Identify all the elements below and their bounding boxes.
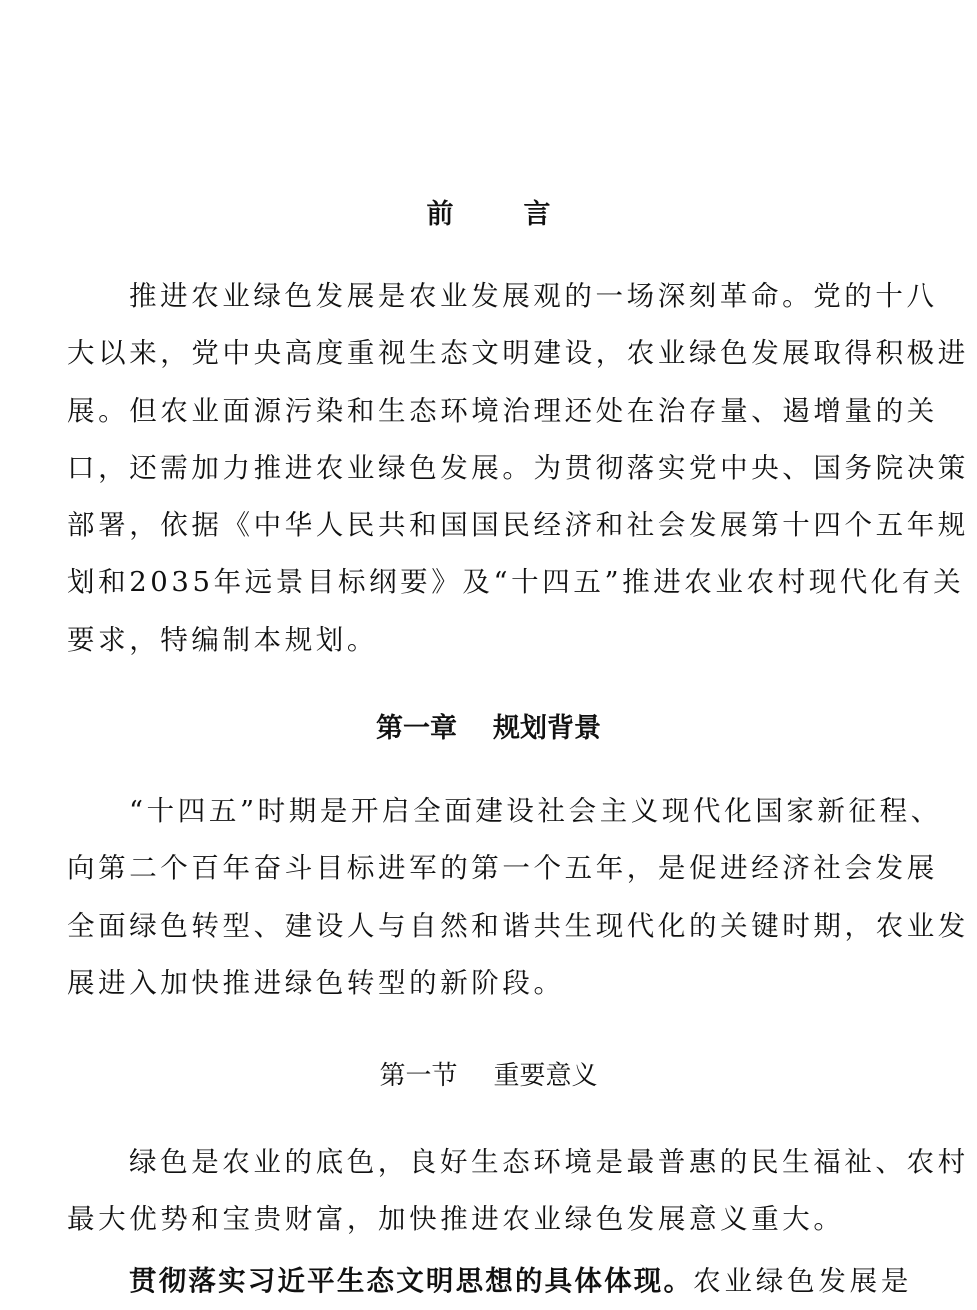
chapter-line-1: “十四五”时期是开启全面建设社会主义现代化国家新征程、 — [129, 795, 942, 827]
preface-line-7: 要求，特编制本规划。 — [67, 623, 378, 656]
preface-line-6: 划和2035年远景目标纲要》及“十四五”推进农业农村现代化有关 — [67, 566, 965, 599]
chapter-line-3: 全面绿色转型、建设人与自然和谐共生现代化的关键时期，农业发 — [67, 909, 969, 942]
section-title: 重要意义 — [493, 1061, 598, 1091]
preface-line-1: 推进农业绿色发展是农业发展观的一场深刻革命。党的十八 — [129, 280, 938, 312]
section-line-1: 绿色是农业的底色，良好生态环境是最普惠的民生福祉、农村 — [129, 1146, 969, 1178]
chapter-line-2: 向第二个百年奋斗目标进军的第一个五年，是促进经济社会发展 — [67, 852, 938, 885]
chapter-heading — [0, 709, 977, 749]
preface-line-5: 部署，依据《中华人民共和国国民经济和社会发展第十四个五年规 — [67, 509, 969, 542]
section-paragraph — [67, 1134, 969, 1249]
preface-line-3: 展。但农业面源污染和生态环境治理还处在治存量、遏增量的关 — [67, 394, 938, 427]
preface-line-4: 口，还需加力推进农业绿色发展。为贯彻落实党中央、国务院决策 — [67, 451, 969, 484]
section-line-2: 最大优势和宝贵财富，加快推进农业绿色发展意义重大。 — [67, 1203, 845, 1236]
chapter-number: 第一章 — [376, 713, 457, 744]
section-heading — [0, 1056, 977, 1096]
preface-title-char-1: 前 — [426, 199, 454, 230]
preface-line-2: 大以来，党中央高度重视生态文明建设，农业绿色发展取得积极进 — [67, 337, 969, 370]
final-paragraph — [67, 1253, 912, 1310]
final-line-1 — [67, 1253, 912, 1310]
preface-title — [0, 195, 977, 235]
preface-title-char-2: 言 — [523, 199, 551, 230]
chapter-title: 规划背景 — [493, 713, 601, 744]
final-bold-lead: 贯彻落实习近平生态文明思想的具体体现。 — [129, 1265, 694, 1297]
final-rest: 农业绿色发展是 — [693, 1265, 913, 1297]
preface-paragraph — [67, 268, 969, 669]
chapter-line-4: 展进入加快推进绿色转型的新阶段。 — [67, 966, 565, 999]
section-number: 第一节 — [379, 1061, 458, 1091]
chapter-paragraph — [67, 783, 969, 1012]
